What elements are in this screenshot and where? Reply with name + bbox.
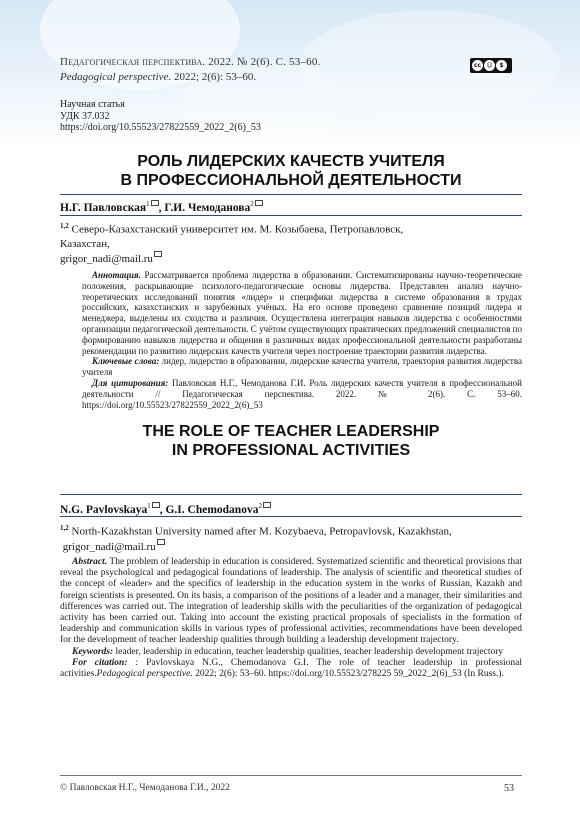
author2-name: , G.I. Chemodanova xyxy=(159,504,259,516)
journal-issue-ru: 2022. № 2(6). С. 53–60. xyxy=(208,56,321,68)
udc-code: УДК 37.032 xyxy=(60,110,110,122)
abstract-text: Рассматривается проблема лидерства в образовании. Систематизированы научно-теоретические положения, раскрывающие психолого-педагогические основы лидерства. Представлен анализ научно-теоретических исследований понятия «лидер» и специфики лидерства в системе образования в трудах российских, казахстанских и зарубежных учёных. На его основе проведено сравнение позиций лидера и менеджера, выделены их сходства и различия. Осуществлена интеграция навыков лидерства с особенностями организации педагогической деятельности. С учётом существующих практических предложений специалистов по формированию навыков лидерства и общения в различных видах профессиональной деятельности разработаны рекомендации по развитию лидерских качеств учителя через построение траектории развития лидерства. xyxy=(82,270,522,356)
author2-name: , Г.И. Чемоданова xyxy=(158,202,251,214)
author1-name: Н.Г. Павловская xyxy=(60,202,147,214)
author2-sup: 2 xyxy=(250,200,254,209)
article-type: Научная статья xyxy=(60,99,125,110)
citation-label: For citation: xyxy=(72,657,128,668)
author2-sup: 2 xyxy=(258,502,262,511)
affiliation-line1: Северо-Казахстанский университет им. М. Козыбаева, Петропавловск, xyxy=(71,223,404,236)
envelope-icon[interactable] xyxy=(151,200,159,206)
keywords-label: Keywords: xyxy=(72,646,114,657)
divider xyxy=(60,516,522,517)
journal-name-en: Pedagogical perspective. xyxy=(60,71,172,83)
title-ru-line2: В ПРОФЕССИОНАЛЬНОЙ ДЕЯТЕЛЬНОСТИ xyxy=(120,172,462,189)
abstract-text: The problem of leadership in education is considered. Systematized scientific and theoretical provisions that reveal the psychological and pedagogical foundations of leadership. The analysis of scientific and theoretical studies of the concept of «leader» and the specifics of leadership in the education system in the works of Russian, Kazakh and foreign scientists is presented. On its basis, a comparison of the positions of a leader and a manager, their similarities and differences was carried out. The integration of leadership skills with the peculiarities of the organization of pedagogical activity has been carried out. Taking into account the existing practical proposals of specialists in the formation of leadership and communication skills in various types of professional activities, recommendations have been developed for the development of teacher leadership qualities through building a leadership development trajectory. xyxy=(60,557,522,646)
title-ru-line1: РОЛЬ ЛИДЕРСКИХ КАЧЕСТВ УЧИТЕЛЯ xyxy=(137,153,445,170)
title-en-line1: THE ROLE OF TEACHER LEADERSHIP xyxy=(142,423,440,440)
author1-sup: 1 xyxy=(147,502,151,511)
abstract-ru xyxy=(82,270,522,410)
title-ru xyxy=(60,152,522,190)
abstract-en xyxy=(60,557,522,680)
journal-header-en xyxy=(60,71,256,83)
footer-divider xyxy=(60,775,522,776)
cc-icon: cc xyxy=(473,62,482,69)
citation-label: Для цитирования: xyxy=(92,377,169,388)
keywords-label: Ключевые слова: xyxy=(92,356,160,367)
journal-name-ru: Педагогическая перспектива. xyxy=(60,56,206,68)
envelope-icon[interactable] xyxy=(157,539,165,545)
citation-text-2: . 2022; 2(6): 53–60. https://doi.org/10.55523/278225 59_2022_2(6)_53 (In Russ.). xyxy=(190,669,504,680)
article-meta xyxy=(60,99,261,134)
author-email[interactable]: grigor_nadi@mail.ru xyxy=(62,540,156,553)
envelope-icon[interactable] xyxy=(152,502,160,508)
affiliation-line1: North-Kazakhstan University named after M. Kozybaeva, Petropavlovsk, Kazakhstan, xyxy=(71,525,452,538)
cc-license-badge[interactable] xyxy=(470,58,512,73)
doi-link[interactable]: https://doi.org/10.55523/27822559_2022_2(6)_53 xyxy=(60,122,261,133)
envelope-icon[interactable] xyxy=(255,200,263,206)
title-en-line2: IN PROFESSIONAL ACTIVITIES xyxy=(171,442,411,459)
affiliation-sup: 1,2 xyxy=(60,524,69,532)
author-email[interactable]: grigor_nadi@mail.ru xyxy=(60,252,153,265)
page-number: 53 xyxy=(504,783,514,794)
affiliation-line2: Казахстан, xyxy=(60,237,110,250)
affiliation-sup: 1,2 xyxy=(60,222,69,230)
affiliation-ru xyxy=(60,219,522,266)
authors-ru xyxy=(60,200,263,214)
journal-issue-en: 2022; 2(6): 53–60. xyxy=(173,71,257,83)
abstract-label: Abstract. xyxy=(72,557,108,567)
envelope-icon[interactable] xyxy=(154,251,162,257)
authors-en xyxy=(60,502,271,516)
keywords-text: leader, leadership in education, teacher leadership qualities, teacher leadership development trajectory xyxy=(115,646,504,657)
envelope-icon[interactable] xyxy=(263,502,271,508)
journal-header-ru xyxy=(60,56,320,68)
citation-text-1: : Pavlovskaya N.G., Chemodanova G.I. The role of teacher leadership in professional activities. xyxy=(60,657,523,680)
citation-journal: Pedagogical perspective xyxy=(96,669,191,680)
nc-icon: $ xyxy=(496,60,507,71)
citation-text: Павловская Н.Г., Чемоданова Г.И. Роль лидерских качеств учителя в профессиональной деятельности // Педагогическая перспектива. 2022. № 2(6). С. 53–60. https://doi.org/10.55523/27822559_2022_2(6)_53 xyxy=(82,377,523,410)
divider xyxy=(60,215,522,216)
copyright: © Павловская Н.Г., Чемоданова Г.И., 2022 xyxy=(60,783,230,793)
affiliation-en xyxy=(60,521,522,554)
author1-name: N.G. Pavlovskaya xyxy=(60,504,148,516)
abstract-label: Аннотация. xyxy=(92,270,141,280)
by-icon: ☺ xyxy=(484,60,495,71)
author1-sup: 1 xyxy=(146,200,150,209)
divider xyxy=(60,494,522,495)
divider xyxy=(60,194,522,195)
title-en xyxy=(60,422,522,460)
keywords-text: лидер, лидерство в образовании, лидерские качества учителя, траектория развития лидерства учителя xyxy=(82,356,522,378)
